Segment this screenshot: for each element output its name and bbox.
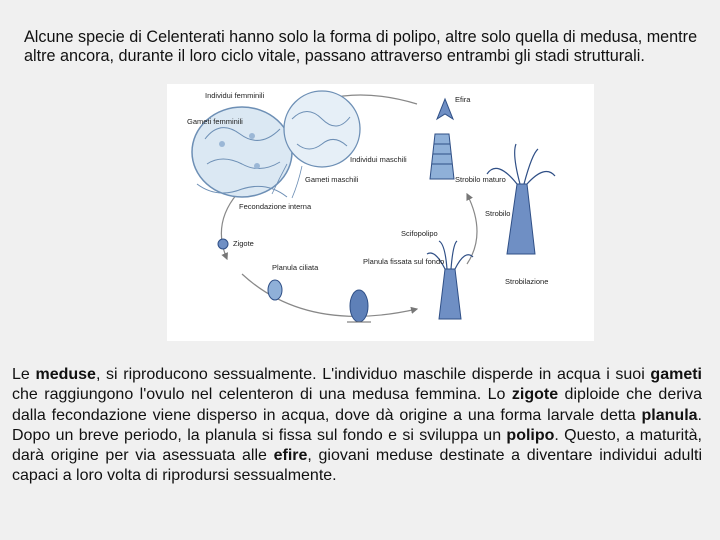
body-text-2: , si riproducono sessualmente. L'individuo maschile disperde in acqua i suoi <box>95 366 651 383</box>
label-planula-fixed: Planula fissata sul fondo <box>363 257 445 266</box>
intro-paragraph: Alcune specie di Celenterati hanno solo la forma di polipo, altre solo quella di medusa, mentre altre ancora, durante il loro ciclo vitale, passano attraverso entrambi gli stadi strutturali. <box>24 28 698 65</box>
term-zigote: zigote <box>511 386 559 404</box>
label-planula-ciliata: Planula ciliata <box>272 263 319 272</box>
label-fertilization: Fecondazione interna <box>239 202 312 211</box>
mature-strobila-drawing <box>430 134 454 179</box>
term-efire: efire <box>273 447 308 465</box>
label-female-gametes: Gameti femminili <box>187 117 243 126</box>
body-text-5: . Dopo un breve periodo, la planula si fissa sul fondo e si sviluppa un <box>12 406 702 444</box>
term-polipo: polipo <box>506 426 555 444</box>
label-male: Individui maschili <box>350 155 407 164</box>
label-female: Individui femminili <box>205 91 265 100</box>
scyphopolyp-drawing <box>427 241 473 319</box>
label-scyphopolyp: Scifopolipo <box>401 229 438 238</box>
label-strobila: Strobilo <box>485 209 511 218</box>
zygote-drawing <box>218 239 228 249</box>
body-text-7: , giovani meduse destinate a diventare individui adulti capaci a loro volta di riprodursi sessualmente. <box>12 447 703 485</box>
body-text-3: che raggiungono l'ovulo nel celenteron di una medusa femmina. Lo <box>12 386 512 404</box>
planula-fixed-drawing <box>347 290 371 322</box>
strobilation-drawing <box>487 144 555 254</box>
body-paragraph <box>12 365 702 487</box>
body-text-4: diploide che deriva dalla fecondazione viene disperso in acqua, dove dà origine a una forma larvale detta <box>12 386 702 424</box>
life-cycle-illustration <box>167 84 594 341</box>
label-strobilation: Strobilazione <box>505 277 549 286</box>
label-mature-strobila: Strobilo maturo <box>455 175 506 184</box>
label-male-gametes: Gameti maschili <box>305 175 359 184</box>
cycle-arrow-right <box>467 194 477 264</box>
planula-ciliata-drawing <box>268 280 282 300</box>
term-planula: planula <box>641 406 698 424</box>
label-zygote: Zigote <box>233 239 254 248</box>
body-text-6: . Questo, a maturità, darà origine per via asessuata alle <box>12 426 703 465</box>
body-text-1: Le <box>12 366 36 383</box>
cycle-arrow-bottom <box>242 274 417 316</box>
term-gameti: gameti <box>650 366 702 383</box>
label-ephyra: Efira <box>455 95 471 104</box>
term-meduse: meduse <box>35 366 96 383</box>
ephyra-drawing <box>437 99 453 119</box>
